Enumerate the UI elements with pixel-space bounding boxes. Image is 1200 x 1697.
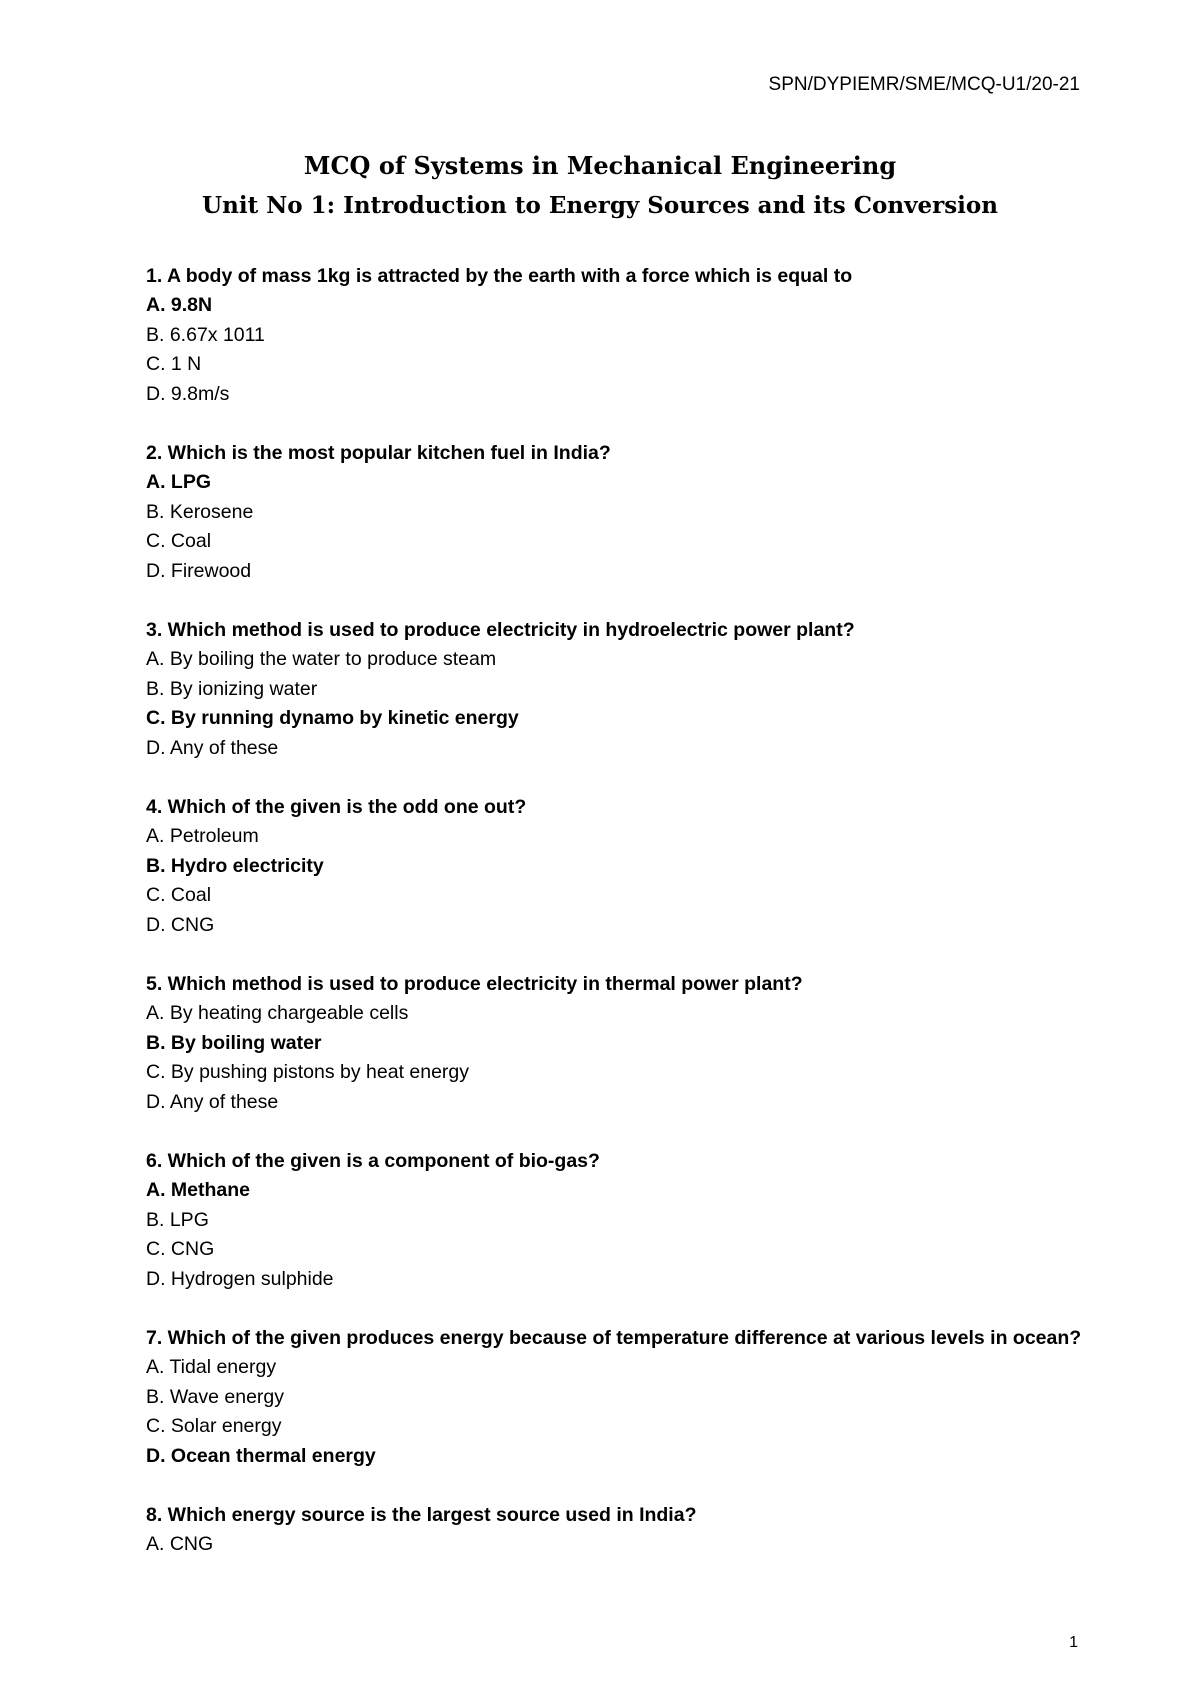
question-item bbox=[146, 1501, 1106, 1560]
correct-option: C. By running dynamo by kinetic energy bbox=[146, 707, 519, 729]
option: C. Coal bbox=[146, 530, 212, 552]
option: B. Kerosene bbox=[146, 500, 254, 523]
option: D. Hydrogen sulphide bbox=[146, 1267, 334, 1290]
option: A. Petroleum bbox=[146, 825, 259, 847]
option: B. By ionizing water bbox=[146, 677, 318, 700]
correct-option: B. Hydro electricity bbox=[146, 854, 324, 877]
question-text: 7. Which of the given produces energy because of temperature difference at various levels in ocean? bbox=[146, 1327, 1082, 1349]
option: D. Any of these bbox=[146, 736, 279, 759]
question-text: 5. Which method is used to produce electricity in thermal power plant? bbox=[146, 973, 803, 995]
page-subtitle: Unit No 1: Introduction to Energy Sources and its Conversion bbox=[202, 192, 998, 219]
question-item bbox=[146, 1324, 1106, 1471]
question-text: 6. Which of the given is a component of bio-gas? bbox=[146, 1150, 600, 1172]
correct-option: A. 9.8N bbox=[146, 294, 213, 316]
question-item bbox=[146, 439, 1106, 586]
option: B. LPG bbox=[146, 1208, 209, 1231]
correct-option: D. Ocean thermal energy bbox=[146, 1444, 376, 1467]
question-text: 2. Which is the most popular kitchen fuel in India? bbox=[146, 442, 611, 464]
question-text: 8. Which energy source is the largest source used in India? bbox=[146, 1504, 697, 1526]
question-list bbox=[146, 262, 1106, 1590]
option: D. Any of these bbox=[146, 1090, 279, 1113]
correct-option: A. LPG bbox=[146, 471, 212, 493]
correct-option: B. By boiling water bbox=[146, 1031, 322, 1054]
question-text: 3. Which method is used to produce electricity in hydroelectric power plant? bbox=[146, 619, 855, 641]
question-text: 1. A body of mass 1kg is attracted by the earth with a force which is equal to bbox=[146, 265, 853, 287]
option: B. Wave energy bbox=[146, 1385, 285, 1408]
option: C. 1 N bbox=[146, 353, 202, 375]
option: C. CNG bbox=[146, 1238, 215, 1260]
option: C. By pushing pistons by heat energy bbox=[146, 1061, 470, 1083]
option: D. 9.8m/s bbox=[146, 382, 230, 405]
question-item bbox=[146, 1147, 1106, 1294]
title-block bbox=[0, 146, 1200, 226]
question-text: 4. Which of the given is the odd one out? bbox=[146, 796, 527, 818]
option: D. CNG bbox=[146, 913, 215, 936]
question-item bbox=[146, 970, 1106, 1117]
option: A. By heating chargeable cells bbox=[146, 1002, 409, 1024]
option: C. Coal bbox=[146, 884, 212, 906]
option: B. 6.67x 1011 bbox=[146, 323, 265, 346]
question-item bbox=[146, 262, 1106, 409]
question-item bbox=[146, 616, 1106, 763]
option: A. By boiling the water to produce steam bbox=[146, 648, 497, 670]
option: A. CNG bbox=[146, 1533, 214, 1555]
page-number: 1 bbox=[1069, 1634, 1078, 1651]
option: C. Solar energy bbox=[146, 1415, 282, 1437]
question-item bbox=[146, 793, 1106, 940]
correct-option: A. Methane bbox=[146, 1179, 251, 1201]
page-title: MCQ of Systems in Mechanical Engineering bbox=[303, 151, 897, 180]
option: D. Firewood bbox=[146, 559, 252, 582]
document-code: SPN/DYPIEMR/SME/MCQ-U1/20-21 bbox=[768, 74, 1080, 95]
option: A. Tidal energy bbox=[146, 1356, 277, 1378]
